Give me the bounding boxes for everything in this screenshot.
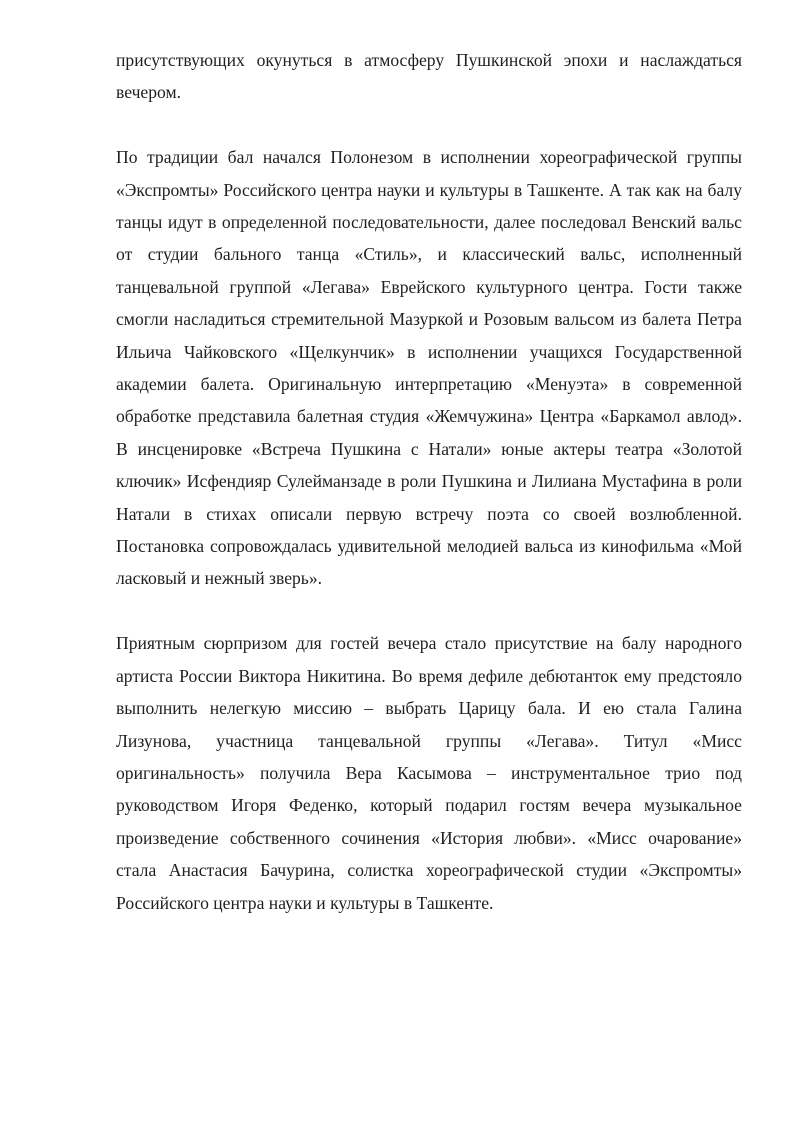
paragraph-intro-continuation: присутствующих окунуться в атмосферу Пушкинской эпохи и наслаждаться вечером. (116, 50, 742, 103)
paragraph-ball-program: По традиции бал начался Полонезом в исполнении хореографической группы «Экспромты» Российского центра науки и культуры в Ташкенте. А так как на балу танцы идут в определенной последовательности, далее последовал Венский вальс от студии бального танца «Стиль», и классический вальс, исполненный танцевальной группой «Легава» Еврейского культурного центра. Гости также смогли насладиться стремительной Мазуркой и Розовым вальсом из балета Петра Ильича Чайковского «Щелкунчик» в исполнении учащихся Государственной академии балета. Оригинальную интерпретацию «Менуэта» в современной обработке представила балетная студия «Жемчужина» Центра «Баркамол авлод». В инсценировке «Встреча Пушкина с Натали» юные актеры театра «Золотой ключик» Исфендияр Сулейманзаде в роли Пушкина и Лилиана Мустафина в роли Натали в стихах описали первую встречу поэта со своей возлюбленной. Постановка сопровождалась удивительной мелодией вальса из кинофильма «Мой ласковый и нежный зверь». (116, 147, 742, 589)
document-page (116, 44, 742, 951)
paragraph-ball-queen: Приятным сюрпризом для гостей вечера стало присутствие на балу народного артиста России Виктора Никитина. Во время дефиле дебютанток ему предстояло выполнить нелегкую миссию – выбрать Царицу бала. И ею стала Галина Лизунова, участница танцевальной группы «Легава». Титул «Мисс оригинальность» получила Вера Касымова – инструментальное трио под руководством Игоря Феденко, который подарил гостям вечера музыкальное произведение собственного сочинения «История любви». «Мисс очарование» стала Анастасия Бачурина, солистка хореографической студии «Экспромты» Российского центра науки и культуры в Ташкенте. (116, 633, 742, 913)
